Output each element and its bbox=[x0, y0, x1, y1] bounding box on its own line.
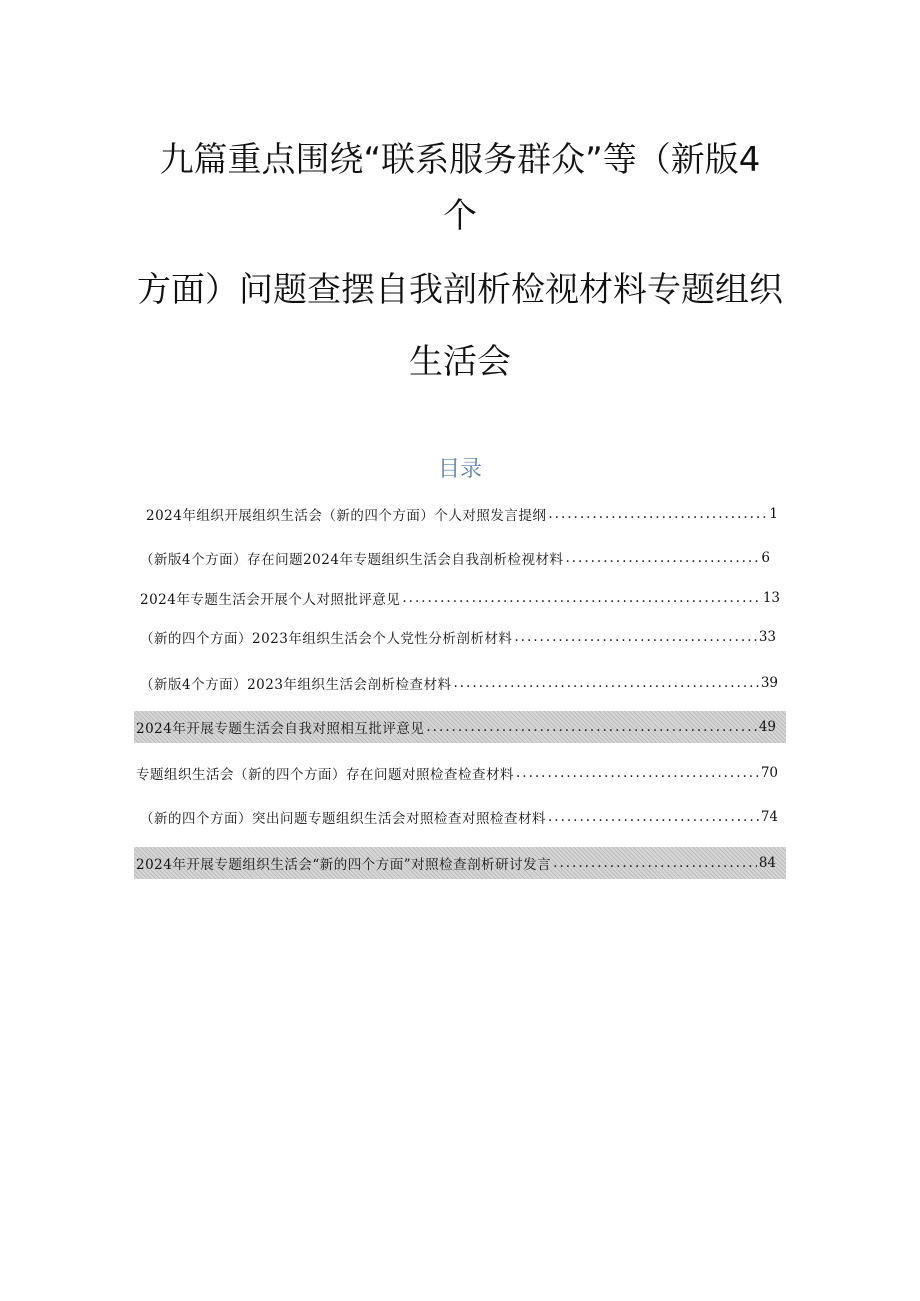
toc-entry-page: 1 bbox=[769, 506, 778, 522]
toc-entry-title: （新版4个方面）存在问题2024年专题组织生活会自我剖析检视材料 bbox=[140, 552, 564, 568]
toc-entry-page: 84 bbox=[758, 855, 776, 871]
toc-leader-dots bbox=[565, 550, 759, 566]
toc-entry-highlighted[interactable] bbox=[134, 847, 786, 879]
toc-entry-highlighted[interactable] bbox=[134, 711, 786, 743]
toc-entry-page: 6 bbox=[761, 550, 770, 566]
title-line-1: 九篇重点围绕“联系服务群众”等（新版4 bbox=[159, 140, 761, 180]
toc-entry-title: 2024年开展专题生活会自我对照相互批评意见 bbox=[136, 721, 425, 737]
toc-entry[interactable] bbox=[140, 804, 778, 830]
toc-leader-dots bbox=[514, 629, 756, 645]
title-line-3: 方面）问题查摆自我剖析检视材料专题组织 bbox=[137, 270, 783, 310]
title-line-4: 生活会 bbox=[409, 342, 511, 382]
toc-entry[interactable] bbox=[146, 501, 778, 527]
toc-entry[interactable] bbox=[140, 670, 778, 696]
toc-entry-page: 39 bbox=[760, 675, 778, 691]
toc-entry-page: 70 bbox=[760, 765, 778, 781]
toc-leader-dots bbox=[548, 506, 767, 522]
toc-entry-page: 13 bbox=[762, 590, 780, 606]
toc-heading: 目录 bbox=[437, 457, 482, 482]
title-line-2: 个 bbox=[443, 196, 477, 236]
toc-entry[interactable] bbox=[140, 585, 780, 611]
toc-entry-page: 33 bbox=[758, 629, 776, 645]
toc-entry-page: 49 bbox=[758, 719, 776, 735]
toc-leader-dots bbox=[426, 719, 756, 735]
toc-leader-dots bbox=[453, 675, 758, 691]
toc-entry-title: （新的四个方面）2023年组织生活会个人党性分析剖析材料 bbox=[140, 631, 513, 647]
toc-entry[interactable] bbox=[136, 760, 778, 786]
toc-entry-title: （新的四个方面）突出问题专题组织生活会对照检查对照检查材料 bbox=[140, 811, 546, 827]
toc-leader-dots bbox=[516, 765, 759, 781]
toc-entry-page: 74 bbox=[760, 809, 778, 825]
toc-entry[interactable] bbox=[140, 624, 776, 650]
toc-entry-title: （新版4个方面）2023年组织生活会剖析检查材料 bbox=[140, 677, 452, 693]
toc-entry-title: 2024年开展专题组织生活会“新的四个方面”对照检查剖析研讨发言 bbox=[136, 857, 552, 873]
toc-entry-title: 2024年专题生活会开展个人对照批评意见 bbox=[140, 592, 401, 608]
toc-leader-dots bbox=[553, 855, 757, 871]
toc-leader-dots bbox=[548, 809, 759, 825]
toc-entry[interactable] bbox=[140, 545, 770, 571]
toc-entry-title: 专题组织生活会（新的四个方面）存在问题对照检查检查材料 bbox=[136, 767, 514, 783]
toc-leader-dots bbox=[402, 590, 760, 606]
toc-entry-title: 2024年组织开展组织生活会（新的四个方面）个人对照发言提纲 bbox=[146, 508, 547, 524]
